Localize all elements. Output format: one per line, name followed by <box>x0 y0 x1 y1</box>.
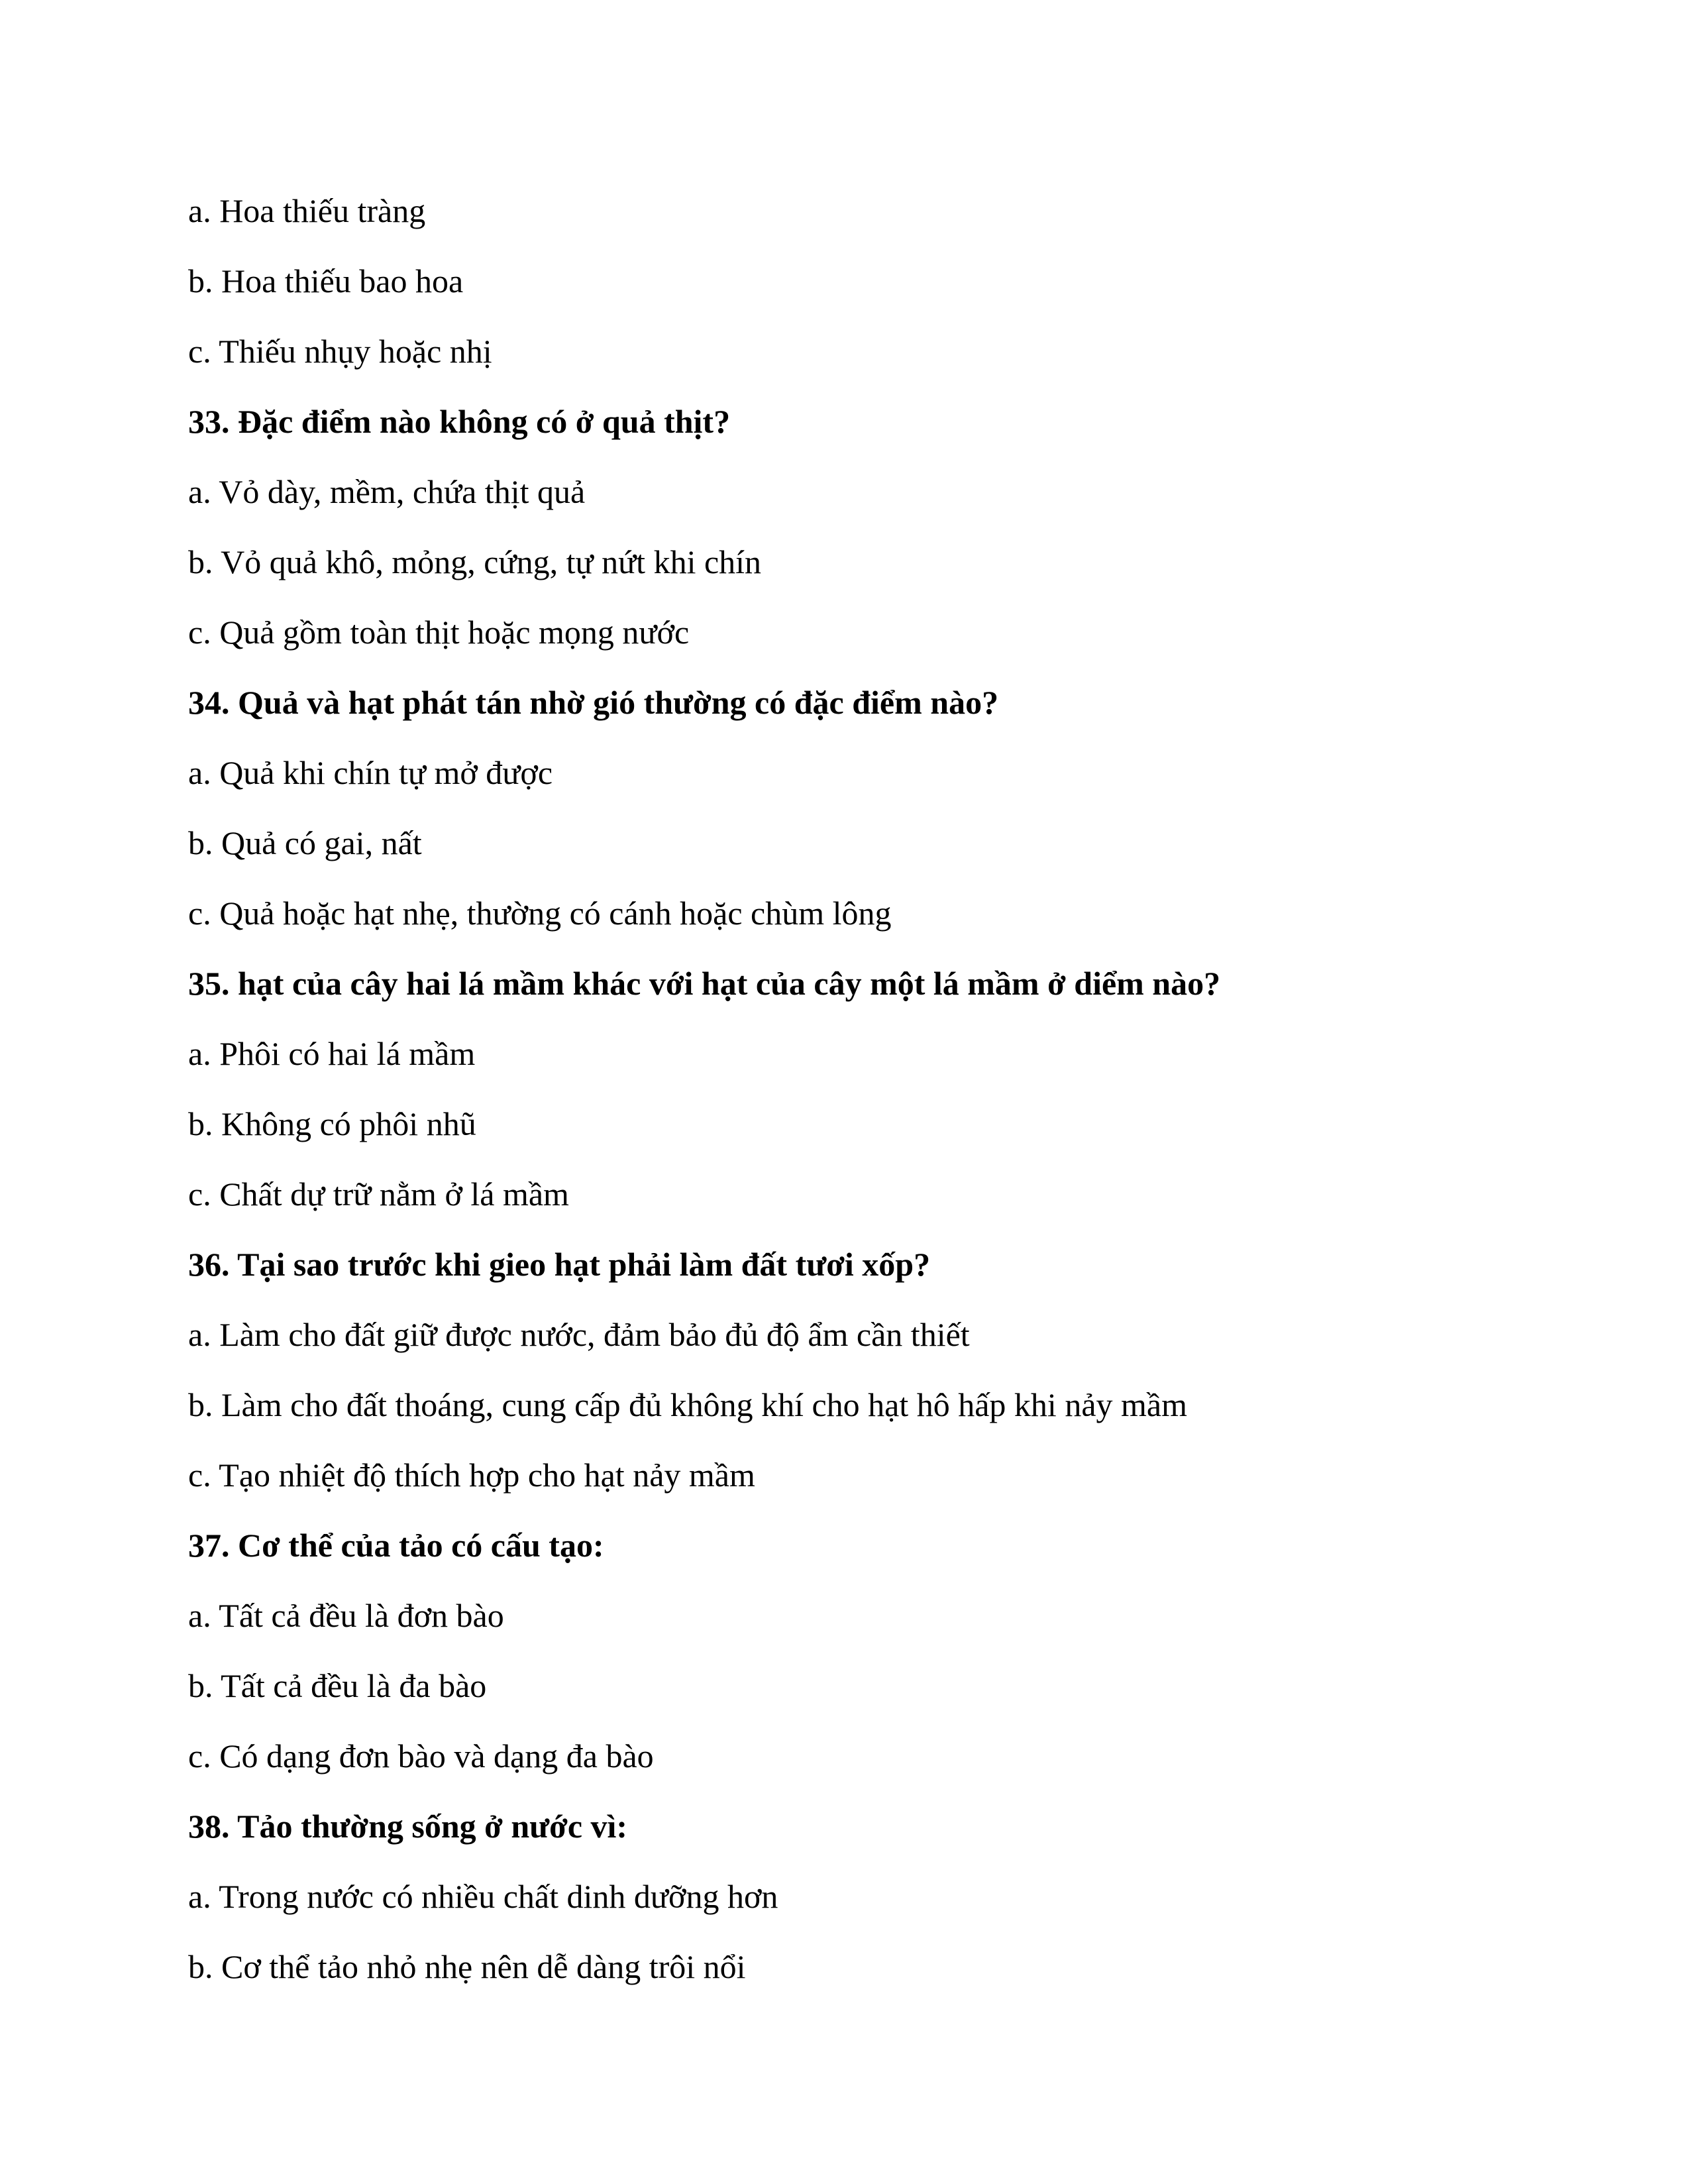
answer-line: c. Thiếu nhụy hoặc nhị <box>188 333 492 370</box>
answer-line: a. Hoa thiếu tràng <box>188 192 426 229</box>
answer-line: c. Quả hoặc hạt nhẹ, thường có cánh hoặc chùm lông <box>188 895 892 932</box>
question-34: 34. Quả và hạt phát tán nhờ gió thường có đặc điểm nào? <box>188 684 999 721</box>
question-36: 36. Tại sao trước khi gieo hạt phải làm đất tươi xốp? <box>188 1246 931 1283</box>
answer-line: a. Trong nước có nhiều chất dinh dưỡng hơn <box>188 1878 778 1915</box>
answer-line: c. Có dạng đơn bào và dạng đa bào <box>188 1737 654 1774</box>
answer-line: b. Cơ thể tảo nhỏ nhẹ nên dễ dàng trôi nổi <box>188 1948 746 1985</box>
question-37: 37. Cơ thể của tảo có cấu tạo: <box>188 1527 604 1564</box>
answer-line: b. Không có phôi nhũ <box>188 1105 476 1142</box>
answer-line: c. Tạo nhiệt độ thích hợp cho hạt nảy mầm <box>188 1456 755 1494</box>
answer-line: b. Quả có gai, nất <box>188 824 422 861</box>
answer-line: a. Làm cho đất giữ được nước, đảm bảo đủ độ ẩm cần thiết <box>188 1316 970 1353</box>
question-35: 35. hạt của cây hai lá mầm khác với hạt của cây một lá mầm ở diểm nào? <box>188 965 1221 1002</box>
answer-line: a. Tất cả đều là đơn bào <box>188 1597 504 1634</box>
answer-line: a. Phôi có hai lá mầm <box>188 1035 476 1072</box>
question-38: 38. Tảo thường sống ở nước vì: <box>188 1808 628 1845</box>
answer-line: c. Chất dự trữ nằm ở lá mầm <box>188 1175 569 1213</box>
question-33: 33. Đặc điểm nào không có ở quả thịt? <box>188 403 731 440</box>
answer-line: a. Vỏ dày, mềm, chứa thịt quả <box>188 473 586 510</box>
answer-line: c. Quả gồm toàn thịt hoặc mọng nước <box>188 614 690 651</box>
answer-line: b. Làm cho đất thoáng, cung cấp đủ không khí cho hạt hô hấp khi nảy mầm <box>188 1386 1187 1423</box>
answer-line: b. Tất cả đều là đa bào <box>188 1667 487 1704</box>
answer-line: a. Quả khi chín tự mở được <box>188 754 553 791</box>
answer-line: b. Vỏ quả khô, mỏng, cứng, tự nứt khi chín <box>188 543 762 580</box>
quiz-content <box>188 184 1513 2010</box>
answer-line: b. Hoa thiếu bao hoa <box>188 262 464 300</box>
